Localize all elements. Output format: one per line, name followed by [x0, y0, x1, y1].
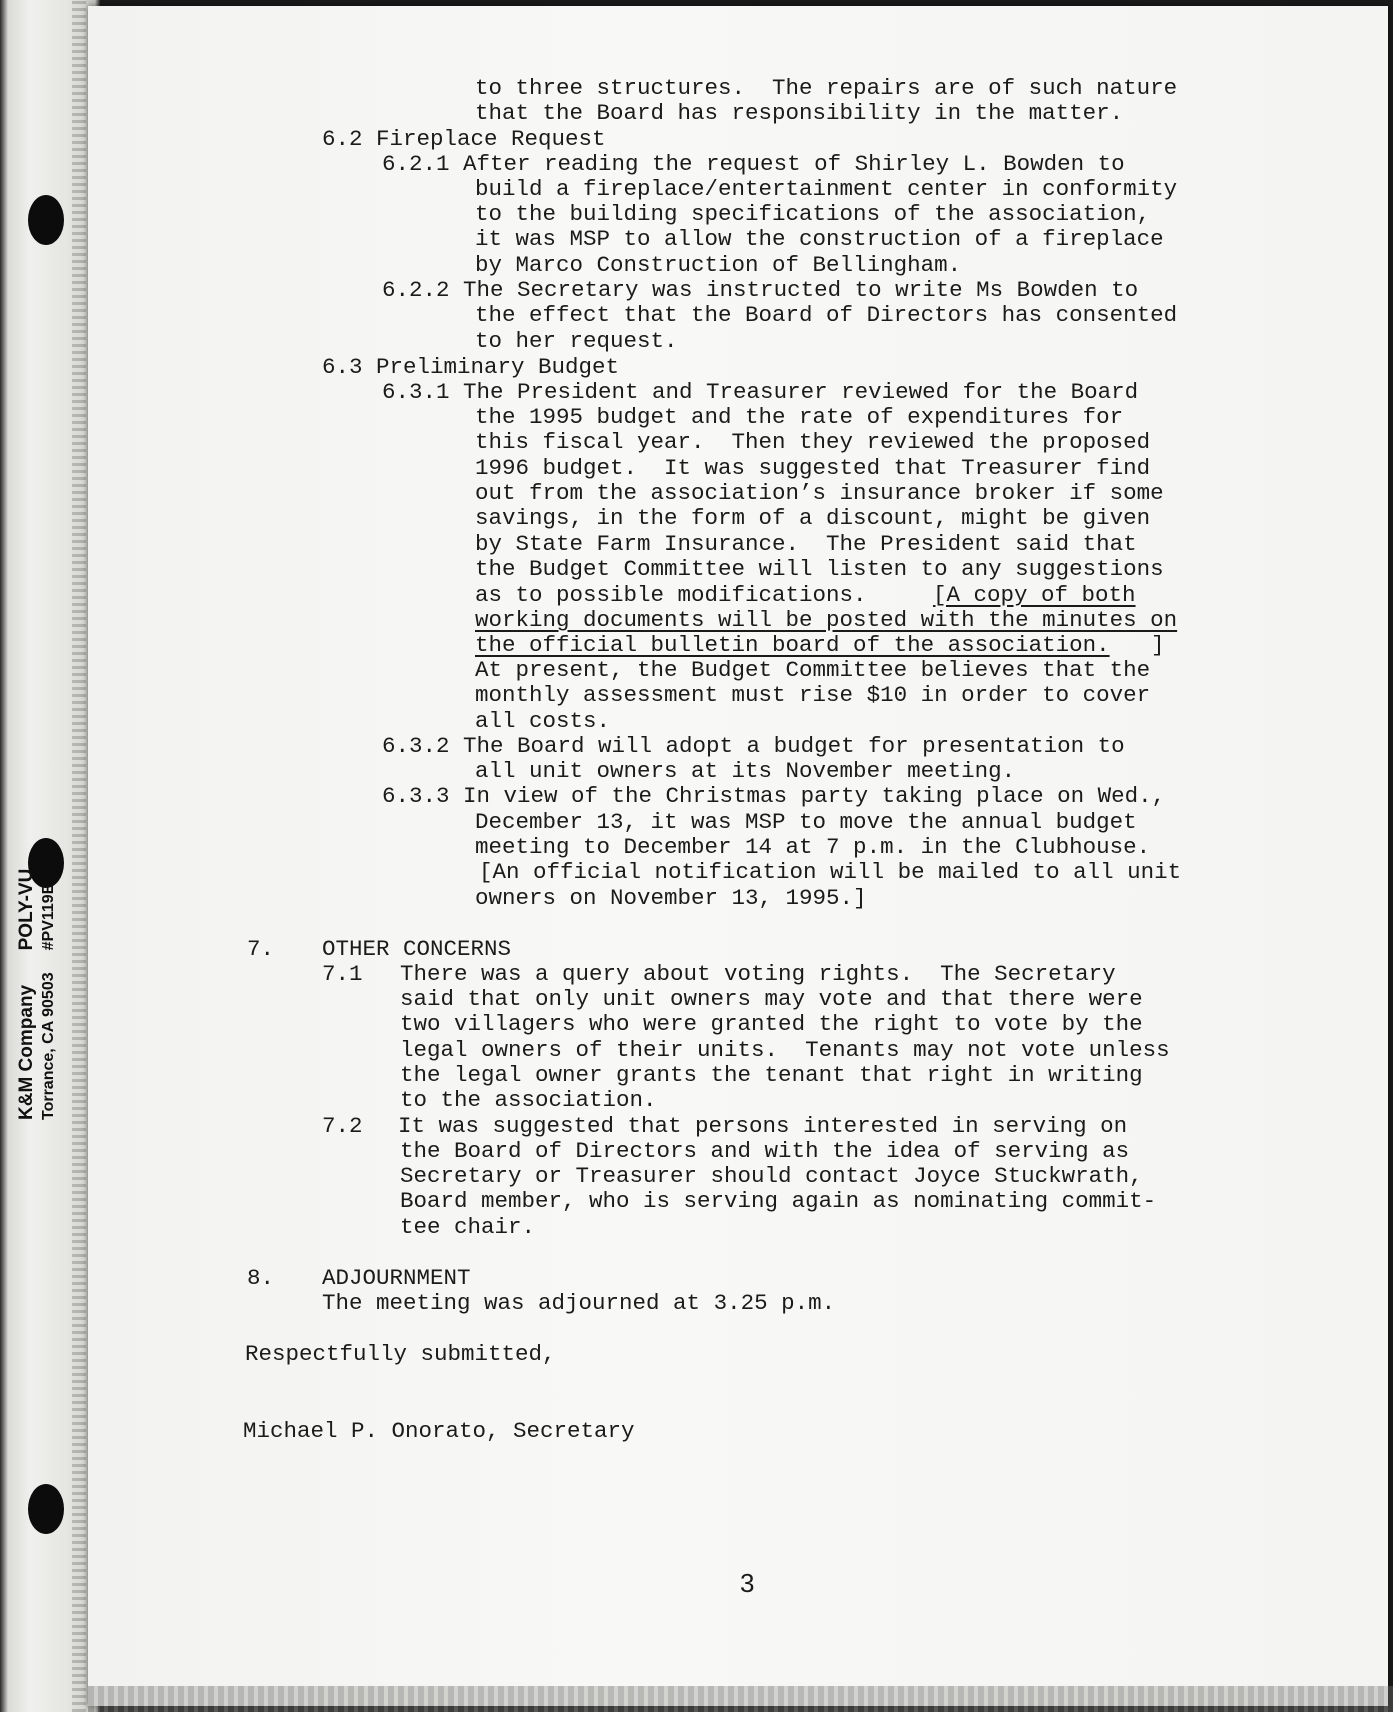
text-line: Secretary or Treasurer should contact Joyce Stuckwrath, — [400, 1163, 1143, 1189]
text-line: the Board of Directors and with the idea of serving as — [400, 1138, 1130, 1164]
text-line: 1996 budget. It was suggested that Treasurer find — [475, 455, 1151, 481]
product-name: POLY-VU — [16, 868, 37, 951]
text-line: There was a query about voting rights. The Secretary — [400, 961, 1116, 987]
text-line: to three structures. The repairs are of such nature — [475, 75, 1178, 101]
section-number: 7. — [247, 936, 275, 962]
text-line: to the association. — [400, 1087, 657, 1113]
text-line: savings, in the form of a discount, might be given — [475, 505, 1151, 531]
sleeve-bottom-edge — [88, 1686, 1393, 1712]
text-line: as to possible modifications. — [475, 582, 867, 608]
text-line: the legal owner grants the tenant that right in writing — [400, 1062, 1143, 1088]
text-line: that the Board has responsibility in the matter. — [475, 100, 1124, 126]
text-line: [An official notification will be mailed to all unit — [479, 859, 1182, 885]
binder-hole-top — [28, 195, 64, 245]
section-number: 8. — [247, 1265, 275, 1291]
section-heading: ADJOURNMENT — [322, 1265, 471, 1291]
text-line: two villagers who were granted the right to vote by the — [400, 1011, 1143, 1037]
text-line: 6.3.1 The President and Treasurer reviewed for the Board — [382, 379, 1139, 405]
signature-line: Michael P. Onorato, Secretary — [243, 1418, 635, 1444]
text-line: it was MSP to allow the construction of a fireplace — [475, 226, 1164, 252]
brand-address: Torrance, CA 90503 — [40, 972, 57, 1120]
text-line: 6.3.2 The Board will adopt a budget for presentation to — [382, 733, 1125, 759]
text-line: the Budget Committee will listen to any suggestions — [475, 556, 1164, 582]
text-line: Board member, who is serving again as nominating commit- — [400, 1188, 1157, 1214]
text-line: to her request. — [475, 328, 678, 354]
text-line: The meeting was adjourned at 3.25 p.m. — [322, 1290, 836, 1316]
text-line: said that only unit owners may vote and that there were — [400, 986, 1143, 1012]
text-line: meeting to December 14 at 7 p.m. in the Clubhouse. — [475, 834, 1151, 860]
text-line: At present, the Budget Committee believes that the — [475, 657, 1151, 683]
text-line: by Marco Construction of Bellingham. — [475, 252, 962, 278]
text-line: It was suggested that persons interested in serving on — [398, 1113, 1128, 1139]
page-number: 3 — [740, 1568, 755, 1598]
text-line: December 13, it was MSP to move the annual budget — [475, 809, 1137, 835]
text-line: 6.3.3 In view of the Christmas party taking place on Wed., — [382, 783, 1166, 809]
section-heading: OTHER CONCERNS — [322, 936, 512, 962]
text-line: the effect that the Board of Directors has consented — [475, 302, 1178, 328]
closing-text: Respectfully submitted, — [245, 1341, 556, 1367]
bracket-close: ] — [1151, 632, 1165, 658]
text-line: monthly assessment must rise $10 in order to cover — [475, 682, 1151, 708]
underlined-note: working documents will be posted with the minutes on — [475, 607, 1178, 633]
section-heading: 6.2 Fireplace Request — [322, 126, 606, 152]
item-number: 7.1 — [322, 961, 363, 987]
underlined-note: [A copy of both — [933, 582, 1136, 608]
sheet-protector-sleeve — [0, 0, 100, 1712]
underlined-note: the official bulletin board of the association. — [475, 632, 1110, 658]
section-heading: 6.3 Preliminary Budget — [322, 354, 620, 380]
text-line: 6.2.1 After reading the request of Shirley L. Bowden to — [382, 151, 1125, 177]
text-line: build a fireplace/entertainment center in conformity — [475, 176, 1178, 202]
product-code: #PV119E — [40, 883, 57, 951]
text-line: out from the association’s insurance broker if some — [475, 480, 1164, 506]
brand-name: K&M Company — [16, 984, 37, 1120]
sleeve-seam — [72, 0, 86, 1712]
text-line: tee chair. — [400, 1214, 536, 1240]
text-line: owners on November 13, 1995.] — [475, 885, 867, 911]
text-line: all unit owners at its November meeting. — [475, 758, 1016, 784]
sleeve-brand-label — [16, 869, 60, 1120]
text-line: legal owners of their units. Tenants may not vote unless — [400, 1037, 1170, 1063]
binder-hole-bottom — [28, 1484, 64, 1534]
text-line: by State Farm Insurance. The President said that — [475, 531, 1137, 557]
text-line: 6.2.2 The Secretary was instructed to write Ms Bowden to — [382, 277, 1139, 303]
text-line: to the building specifications of the association, — [475, 201, 1151, 227]
text-line: this fiscal year. Then they reviewed the proposed — [475, 429, 1151, 455]
item-number: 7.2 — [322, 1113, 363, 1139]
text-line: the 1995 budget and the rate of expenditures for — [475, 404, 1124, 430]
text-line: all costs. — [475, 708, 611, 734]
